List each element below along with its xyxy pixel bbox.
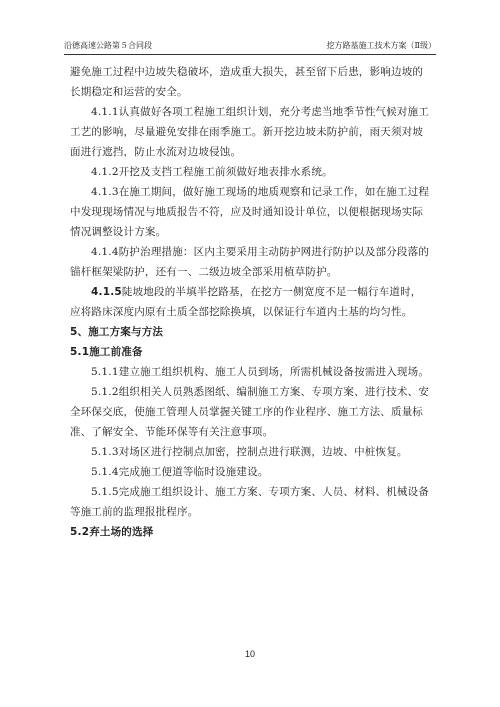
paragraph-5-1-4: 5.1.4完成施工便道等临时设施建设。 [91, 466, 269, 478]
paragraph-5-1-2: 5.1.2组织相关人员熟悉图纸、编制施工方案、专项方案、进行技术、安全环保交底，使施工管理人员掌握关键工序的作业程序、施工方法、质量标准、了解安全、节能环保等有关注意事项。 [70, 386, 430, 438]
section-heading-5-1: 5.1施工前准备 [70, 346, 143, 358]
paragraph-4-1-4: 4.1.4防护治理措施：区内主要采用主动防护网进行防护以及部分段落的锚杆框架梁防护，还有一、二级边坡全部采用植草防护。 [70, 246, 430, 278]
paragraph-4-1-5 [70, 282, 430, 322]
paragraph-5-1-1: 5.1.1建立施工组织机构、施工人员到场，所需机械设备按需进入现场。 [91, 366, 430, 378]
section-heading-5: 5、施工方案与方法 [70, 326, 164, 338]
paragraph-5-1-5: 5.1.5完成施工组织设计、施工方案、专项方案、人员、材料、机械设备等施工前的监理报批程序。 [70, 486, 430, 518]
paragraph-5-1-3: 5.1.3对场区进行控制点加密，控制点进行联测，边坡、中桩恢复。 [91, 446, 408, 458]
header-project-name: 沿德高速公路第５合同段 [64, 41, 152, 50]
document-body [70, 62, 430, 542]
paragraph-continuation: 避免施工过程中边坡失稳破坏，造成重大损失，甚至留下后患，影响边坡的长期稳定和运营的安全。 [70, 66, 424, 98]
paragraph-4-1-5-number: 4.1.5 [91, 286, 122, 298]
paragraph-4-1-5-text: 陡坡地段的半填半挖路基，在挖方一侧宽度不足一幅行车道时，应将路床深度内原有土质全部挖除换填，以保证行车道内土基的均匀性。 [70, 286, 422, 318]
paragraph-4-1-2: 4.1.2开挖及支挡工程施工前须做好地表排水系统。 [91, 166, 333, 178]
page-number: 10 [244, 649, 255, 659]
section-heading-5-2: 5.2弃土场的选择 [70, 526, 154, 538]
paragraph-4-1-1: 4.1.1认真做好各项工程施工组织计划，充分考虑当地季节性气候对施工工艺的影响，尽量避免安排在雨季施工。新开挖边坡未防护前，雨天须对坡面进行遮挡，防止水流对边坡侵蚀。 [70, 106, 430, 158]
paragraph-4-1-3: 4.1.3在施工期间，做好施工现场的地质观察和记录工作，如在施工过程中发现现场情况与地质报告不符，应及时通知设计单位，以便根据现场实际情况调整设计方案。 [70, 186, 430, 238]
page-header [64, 40, 436, 55]
header-document-title: 挖方路基施工技术方案（Ⅱ级） [326, 41, 436, 50]
